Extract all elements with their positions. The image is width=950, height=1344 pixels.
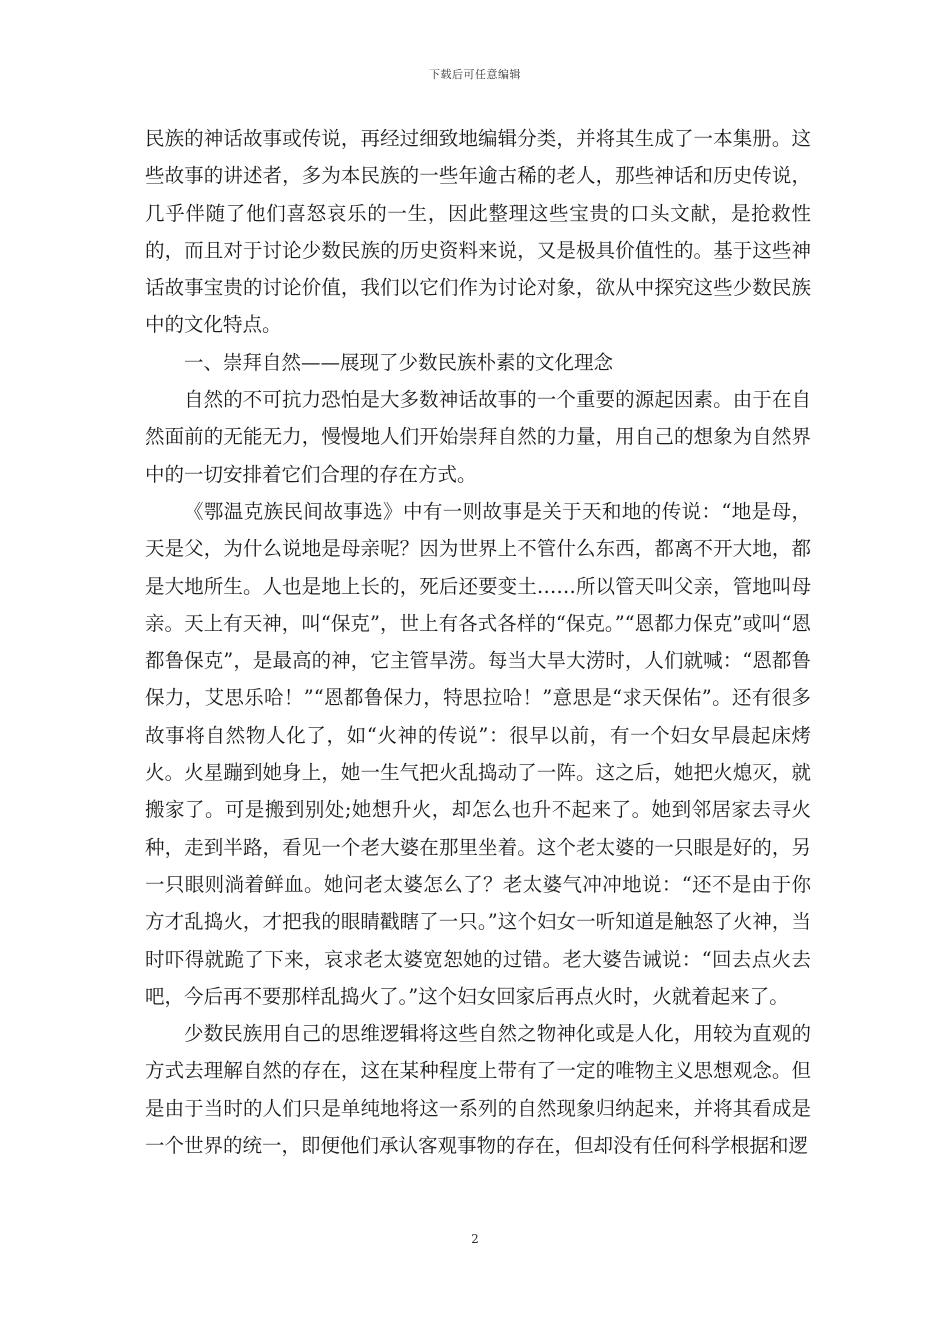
page-number: 2 (471, 1232, 479, 1246)
document-body (145, 120, 811, 1164)
section-heading: 一、崇拜自然——展现了少数民族朴素的文化理念 (184, 350, 614, 374)
paragraph-ewenki-tales: 《鄂温克族民间故事选》中有一则故事是关于天和地的传说：“地是母，天是父，为什么说地是母亲呢？因为世界上不管什么东西，都离不开大地，都是大地所生。人也是地上长的，死后还要变土……所以管天叫父亲，管地叫母亲。天上有天神，叫“保克”，世上有各式各样的“保克。”“恩都力保克”或叫“恩都鲁保克”，是最高的神，它主管旱涝。每当大旱大涝时，人们就喊：“恩都鲁保力，艾思乐哈！”“恩都鲁保力，特思拉哈！”意思是“求天保佑”。还有很多故事将自然物人化了，如“火神的传说”：很早以前，有一个妇女早晨起床烤火。火星蹦到她身上，她一生气把火乱捣动了一阵。这之后，她把火熄灭，就搬家了。可是搬到别处;她想升火，却怎么也升不起来了。她到邻居家去寻火种，走到半路，看见一个老大婆在那里坐着。这个老太婆的一只眼是好的，另一只眼则淌着鲜血。她问老太婆怎么了？老太婆气冲冲地说：“还不是由于你方才乱捣火，才把我的眼睛戳瞎了一只。”这个妇女一听知道是触怒了火神，当时吓得就跪了下来，哀求老太婆宽恕她的过错。老大婆告诫说：“回去点火去吧，今后再不要那样乱捣火了。”这个妇女回家后再点火时，火就着起来了。 (145, 499, 811, 1008)
paragraph-nature-worship: 自然的不可抗力恐怕是大多数神话故事的一个重要的源起因素。由于在自然面前的无能无力，慢慢地人们开始崇拜自然的力量，用自己的想象为自然界中的一切安排着它们合理的存在方式。 (145, 388, 811, 486)
paragraph-continuation: 民族的神话故事或传说，再经过细致地编辑分类，并将其生成了一本集册。这些故事的讲述者，多为本民族的一些年逾古稀的老人，那些神话和历史传说，几乎伴随了他们喜怒哀乐的一生，因此整理这些宝贵的口头文献，是抢救性的，而且对于讨论少数民族的历史资料来说，又是极具价值性的。基于这些神话故事宝贵的讨论价值，我们以它们作为讨论对象，欲从中探究这些少数民族中的文化特点。 (145, 127, 811, 337)
paragraph-deification: 少数民族用自己的思维逻辑将这些自然之物神化或是人化，用较为直观的方式去理解自然的存在，这在某种程度上带有了一定的唯物主义思想观念。但是由于当时的人们只是单纯地将这一系列的自然现象归纳起来，并将其看成是一个世界的统一，即便他们承认客观事物的存在，但却没有任何科学根据和逻 (145, 1022, 811, 1158)
page-header: 下载后可任意编辑 (429, 68, 521, 81)
